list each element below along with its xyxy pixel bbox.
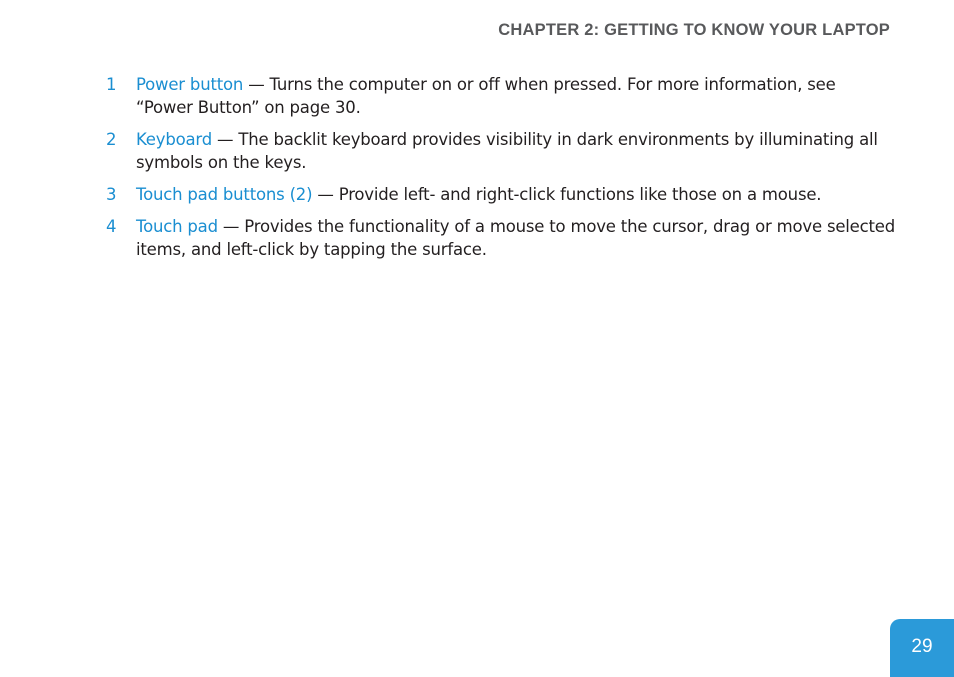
item-number: 2 (106, 130, 117, 149)
chapter-header: CHAPTER 2: GETTING TO KNOW YOUR LAPTOP (498, 21, 890, 39)
item-description: — The backlit keyboard provides visibility in dark environments by illuminating all symbols on the keys. (136, 130, 878, 172)
item-text (136, 183, 896, 206)
item-term: Touch pad (136, 217, 218, 236)
page-number-tab (890, 619, 954, 677)
page-number: 29 (911, 635, 933, 657)
component-list (106, 73, 896, 270)
list-item (106, 128, 896, 174)
item-text (136, 73, 896, 119)
item-term: Power button (136, 75, 244, 94)
list-item (106, 73, 896, 119)
item-term: Touch pad buttons (2) (136, 185, 313, 204)
item-description: — Provides the functionality of a mouse to move the cursor, drag or move selected items, and left-click by tapping the surface. (136, 217, 895, 259)
item-description: — Turns the computer on or off when pressed. For more information, see “Power Button” on page 30. (136, 75, 836, 117)
list-item (106, 215, 896, 261)
item-number: 4 (106, 217, 117, 236)
list-item (106, 183, 896, 206)
item-text (136, 215, 896, 261)
item-text (136, 128, 896, 174)
item-description: — Provide left- and right-click functions like those on a mouse. (312, 185, 822, 204)
item-number: 1 (106, 75, 117, 94)
item-number: 3 (106, 185, 117, 204)
item-term: Keyboard (136, 130, 212, 149)
